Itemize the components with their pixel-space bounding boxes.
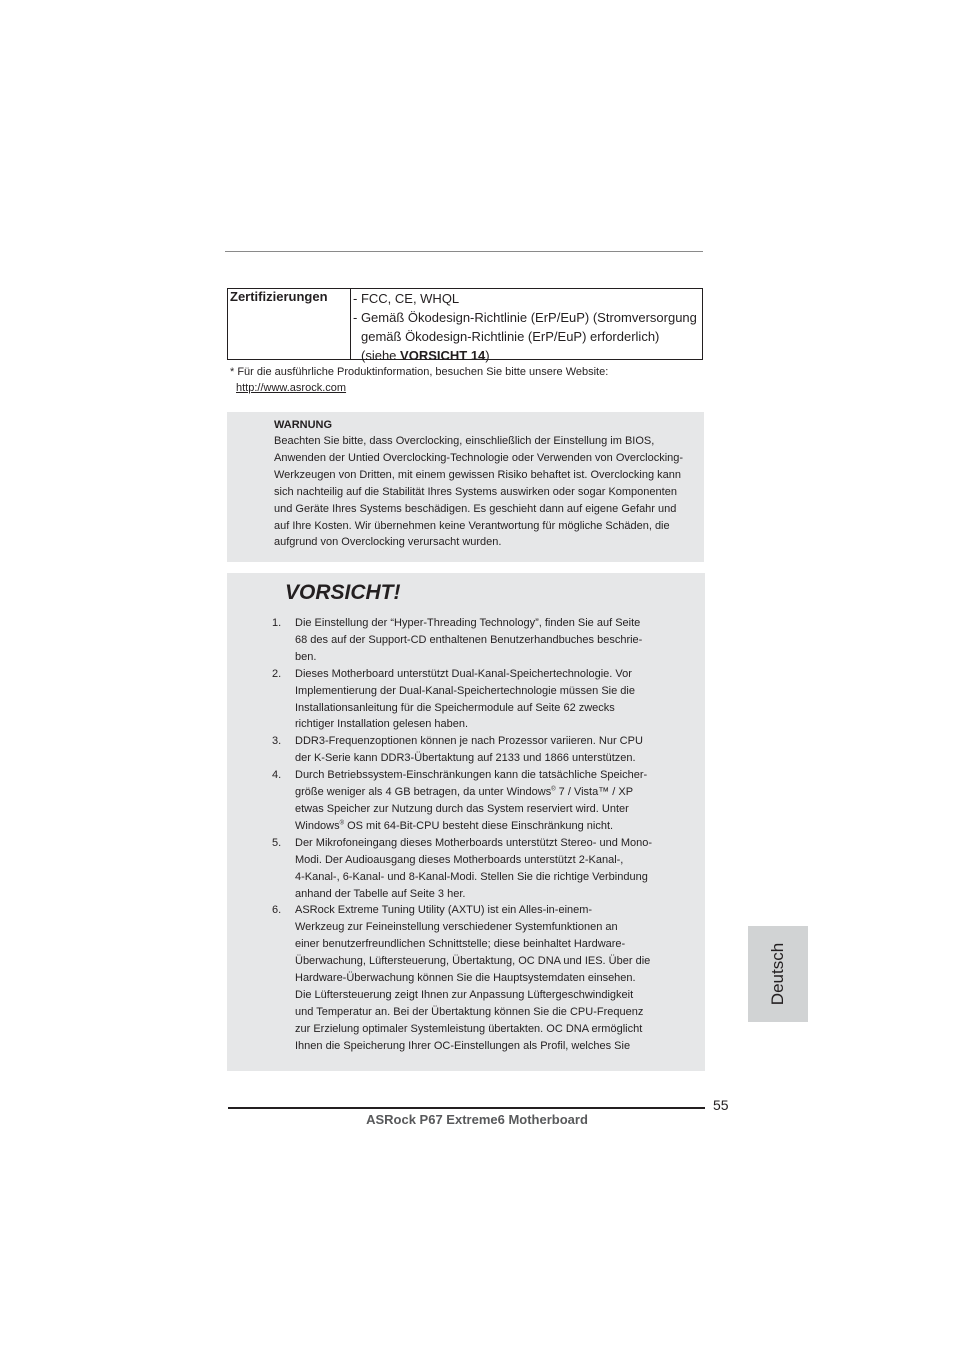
caution-title: VORSICHT! [285,581,401,604]
spec-line: gemäß Ökodesign-Richtlinie (ErP/EuP) erforderlich) [361,329,660,344]
item-number: 3. [272,735,282,748]
caution-item: 1. Die Einstellung der “Hyper-Threading Technology”, finden Sie auf Seite 68 des auf der Support-CD enthaltenen Benutzerhandbuches beschrie- ben. [272,617,643,663]
spec-line: - FCC, CE, WHQL [353,291,460,306]
caution-item: 4. Durch Betriebssystem-Einschränkungen kann die tatsächliche Speicher- größe weniger als 4 GB betragen, da unter Windows® 7 / Vista™ / XP etwas Speicher zur Nutzung durch das System reserviert wird. Unter Windows® OS mit 64-Bit-CPU besteht diese Einschränkung nicht. [272,769,648,832]
footer-title: ASRock P67 Extreme6 Motherboard [366,1112,588,1127]
language-tab-label: Deutsch [768,942,787,1006]
vorsicht-reference: VORSICHT 14 [400,348,486,363]
item-number: 2. [272,667,282,680]
warning-line: aufgrund von Overclocking verursacht wurden. [274,536,502,549]
spec-label: Zertifizierungen [230,289,328,304]
footnote [230,364,608,396]
warning-line: Werkzeugen von Dritten, mit einem gewissen Risiko behaftet ist. Overclocking kann [274,468,681,481]
spec-line: - Gemäß Ökodesign-Richtlinie (ErP/EuP) (Stromversorgung [353,310,697,325]
warning-line: und Geräte Ihres Systems beschädigen. Es geschieht dann auf eigene Gefahr und [274,502,677,515]
footer-rule [228,1107,705,1109]
spec-table [227,288,703,363]
warning-box [227,412,704,562]
caution-list [267,615,667,1055]
page-number: 55 [713,1097,729,1113]
caution-item: 2. Dieses Motherboard unterstützt Dual-Kanal-Speichertechnologie. Vor Implementierung der Dual-Kanal-Speichertechnologie müssen Sie die Installationsanleitung für die Speichermodule auf Seite 62 zwecks richtiger Installation gelesen haben. [272,667,635,731]
item-number: 6. [272,904,282,917]
language-tab [748,926,808,1022]
spec-values [353,289,697,365]
item-number: 5. [272,836,282,849]
footnote-text: * Für die ausführliche Produktinformation, besuchen Sie bitte unsere Website: [230,366,609,378]
spec-divider [350,289,351,359]
item-number: 1. [272,617,282,629]
item-number: 4. [272,769,282,782]
warning-text [274,433,694,551]
caution-box [227,573,705,1071]
warning-line: Beachten Sie bitte, dass Overclocking, einschließlich der Einstellung im BIOS, [274,435,655,447]
warning-title: WARNUNG [274,419,333,431]
warning-line: auf Ihre Kosten. Wir übernehmen keine Verantwortung für mögliche Schäden, die [274,519,670,532]
warning-line: sich nachteilig auf die Stabilität Ihres Systems auswirken oder sogar Komponenten [274,485,677,498]
caution-item: 3. DDR3-Frequenzoptionen können je nach Prozessor variieren. Nur CPU der K-Serie kann DDR3-Übertaktung auf 2133 und 1866 unterstützen. [272,735,643,765]
caution-item: 5. Der Mikrofoneingang dieses Motherboards unterstützt Stereo- und Mono- Modi. Der Audioausgang dieses Motherboards unterstützt 2-Kanal-, 4-Kanal-, 6-Kanal- und 8-Kanal-Modi. Stellen Sie die richtige Verbindung anhand der Tabelle auf Seite 3 her. [272,836,653,900]
spec-line-reference: (siehe VORSICHT 14) [361,348,490,363]
caution-item: 6. ASRock Extreme Tuning Utility (AXTU) ist ein Alles-in-einem- Werkzeug zur Feineinstellung verschiedener Systemfunktionen an einer benutzerfreundlichen Schnittstelle; diese beinhaltet Hardware- Überwachung, Lüftersteuerung, Übertaktung, OC DNA und IES. Über die Hardware-Überwachung können Sie die Hauptsystemdaten einsehen. Die Lüftersteuerung zeigt Ihnen zur Anpassung Lüftergeschwindigkeit und Temperatur an. Bei der Übertaktung können Sie die CPU-Frequenz zur Erzielung optimaler Systemleistung übertakten. OC DNA ermöglicht Ihnen die Speicherung Ihrer OC-Einstellungen als Profil, welches Sie [272,904,651,1052]
top-rule [225,251,703,252]
warning-line: Anwenden der Untied Overclocking-Technologie oder Verwenden von Overclocking- [274,451,684,464]
website-link[interactable]: http://www.asrock.com [236,382,347,394]
